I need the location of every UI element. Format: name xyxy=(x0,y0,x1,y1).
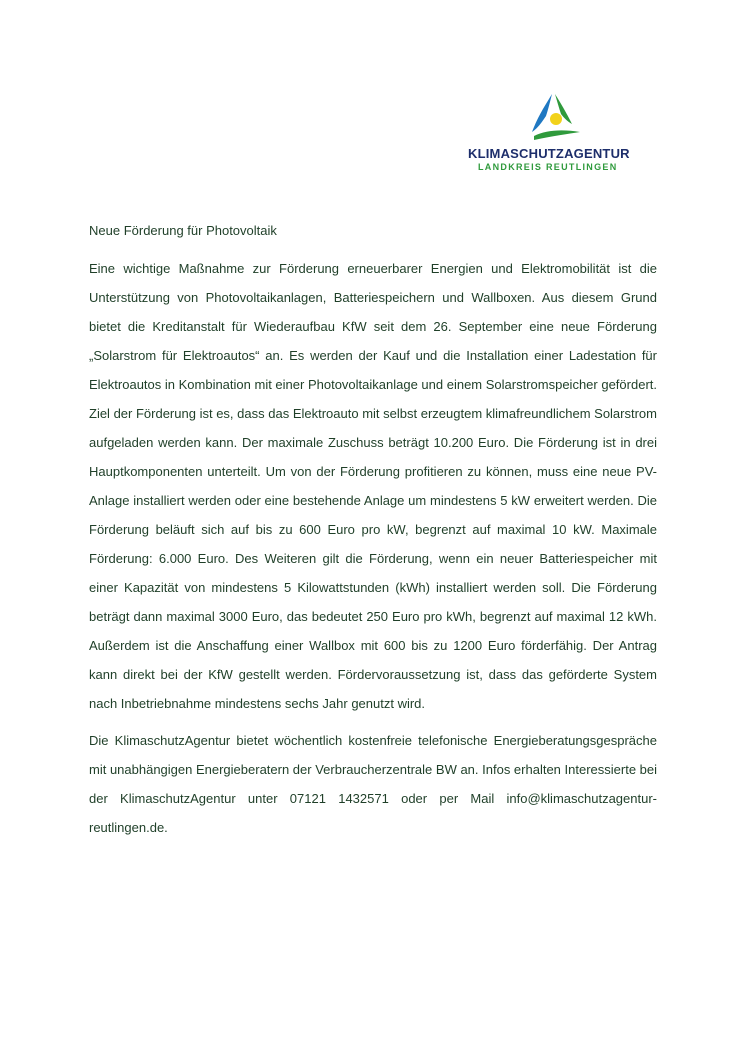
klimaschutzagentur-logo-icon xyxy=(528,92,584,140)
logo-title: KLIMASCHUTZAGENTUR xyxy=(468,146,630,161)
article-headline: Neue Förderung für Photovoltaik xyxy=(89,223,277,238)
logo xyxy=(468,92,648,178)
article-paragraph-1: Eine wichtige Maßnahme zur Förderung erneuerbarer Energien und Elektromobilität ist die Unterstützung von Photovoltaikanlagen, Batteriespeichern und Wallboxen. Aus diesem Grund bietet die Kreditanstalt für Wiederaufbau KfW seit dem 26. September eine neue Förderung „Solarstrom für Elektroautos“ an. Es werden der Kauf und die Installation einer Ladestation für Elektroautos in Kombination mit einer Photovoltaikanlage und einem Solarstromspeicher gefördert. Ziel der Förderung ist es, dass das Elektroauto mit selbst erzeugtem klimafreundlichem Solarstrom aufgeladen werden kann. Der maximale Zuschuss beträgt 10.200 Euro. Die Förderung ist in drei Hauptkomponenten unterteilt. Um von der Förderung profitieren zu können, muss eine neue PV-Anlage installiert werden oder eine bestehende Anlage um mindestens 5 kW erweitert werden. Die Förderung beläuft sich auf bis zu 600 Euro pro kW, begrenzt auf maximal 10 kW. Maximale Förderung: 6.000 Euro. Des Weiteren gilt die Förderung, wenn ein neuer Batteriespeicher mit einer Kapazität von mindestens 5 Kilowattstunden (kWh) installiert werden soll. Die Förderung beträgt dann maximal 3000 Euro, das bedeutet 250 Euro pro kWh, begrenzt auf maximal 12 kWh. Außerdem ist die Anschaffung einer Wallbox mit 600 bis zu 1200 Euro förderfähig. Der Antrag kann direkt bei der KfW gestellt werden. Fördervoraussetzung ist, dass das geförderte System nach Inbetriebnahme mindestens sechs Jahr genutzt wird. xyxy=(89,261,657,711)
logo-subtitle: LANDKREIS REUTLINGEN xyxy=(478,162,618,172)
article xyxy=(89,216,657,850)
article-paragraph-2: Die KlimaschutzAgentur bietet wöchentlich kostenfreie telefonische Energieberatungsgespräche mit unabhängigen Energieberatern der Verbraucherzentrale BW an. Infos erhalten Interessierte bei der KlimaschutzAgentur unter 07121 1432571 oder per Mail info@klimaschutzagentur-reutlingen.de. xyxy=(89,733,658,835)
